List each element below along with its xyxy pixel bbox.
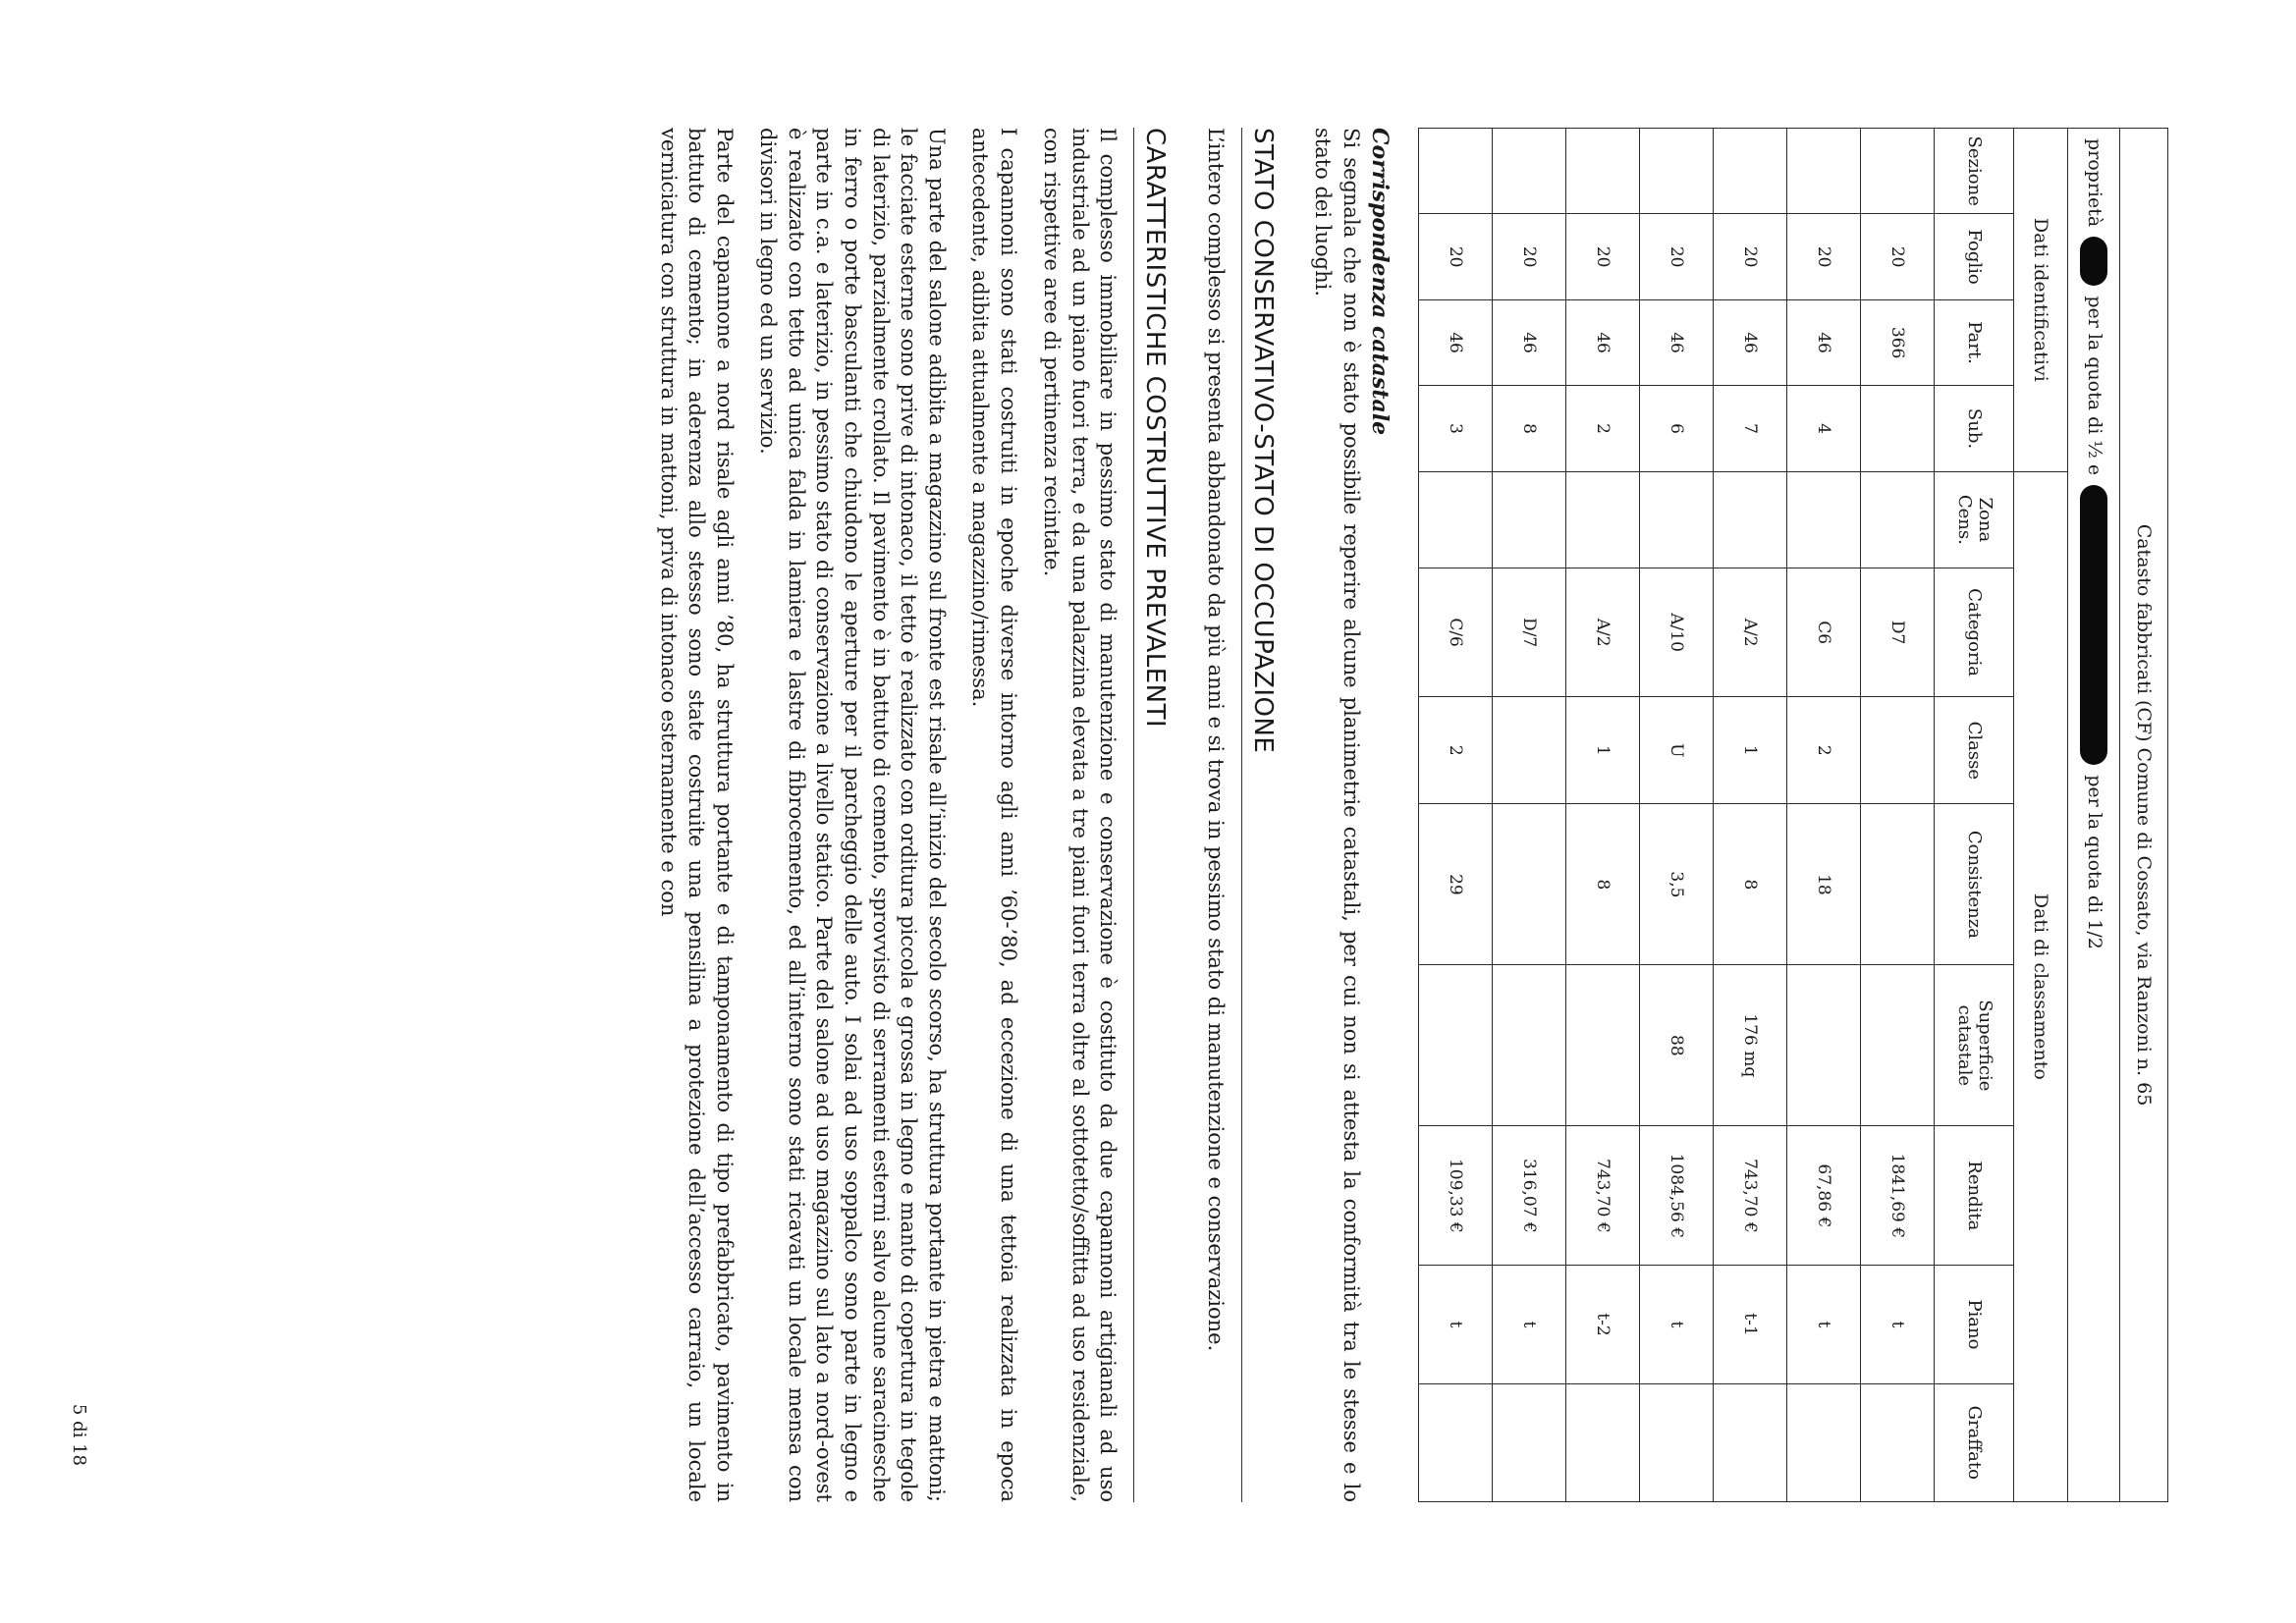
header-piano: Piano [1935, 1266, 2014, 1383]
cell-graffato [1861, 1383, 1935, 1501]
cell-sezione [1419, 129, 1493, 214]
cell-foglio: 20 [1714, 214, 1787, 299]
cell-classe [1861, 697, 1935, 804]
table-row [1566, 129, 1640, 1502]
header-graffato: Graffato [1935, 1383, 2014, 1501]
cell-rendita: 316,07 € [1493, 1126, 1566, 1266]
cell-foglio: 20 [1419, 214, 1493, 299]
ownership-mid: per la quota di ½ e [2084, 296, 2105, 476]
cell-rendita: 1084,56 € [1640, 1126, 1714, 1266]
group-classamento: Dati di classamento [2014, 471, 2068, 1501]
cell-categoria: A/2 [1566, 568, 1640, 697]
cell-foglio: 20 [1861, 214, 1935, 299]
cell-categoria: C/6 [1419, 568, 1493, 697]
caratteristiche-paragraph-3: Una parte del salone adibita a magazzino sul fronte est risale all’inizio del secolo scorso, ha struttura portante in pietra e mattoni; le facciate esterne sono prive di intonaco, il tetto è realizzato con orditura piccola e grossa in legno e manto di copertura in tegole di laterizio, parzialmente crollato. Il pavimento è in battuto di cemento, sprovvisto di serramenti esterni salvo alcune saracinesche in ferro o porte basculanti che chiudono le aperture per il parcheggio delle auto. I solai ad uso soppalco sono parte in legno e parte in c.a. e laterizio, in pessimo stato di conservazione a livello statico. Parte del salone ad uso magazzino sul lato a nord-ovest è realizzato con tetto ad unica falda in lamiera e lastre di fibrocemento, ed all’interno sono stati ricavati un locale mensa con divisori in legno ed un servizio. [756, 128, 949, 1502]
cell-consistenza: 8 [1714, 804, 1787, 965]
cell-zona [1640, 471, 1714, 568]
cell-sub: 6 [1640, 386, 1714, 471]
cell-consistenza: 3,5 [1640, 804, 1714, 965]
cell-categoria: A/10 [1640, 568, 1714, 697]
cadastre-table [1418, 128, 2168, 1502]
cell-zona [1566, 471, 1640, 568]
cell-superficie: 88 [1640, 965, 1714, 1126]
cell-consistenza [1493, 804, 1566, 965]
cell-piano: t-2 [1566, 1266, 1640, 1383]
table-title: Catasto fabbricati (CF) Comune di Cossato, via Ranzoni n. 65 [2120, 129, 2168, 1502]
header-consistenza: Consistenza [1935, 804, 2014, 965]
cell-superficie [1566, 965, 1640, 1126]
table-row [1714, 129, 1787, 1502]
cell-superficie [1861, 965, 1935, 1126]
cell-categoria: D7 [1861, 568, 1935, 697]
cell-superficie [1787, 965, 1861, 1126]
cell-part: 46 [1787, 299, 1861, 385]
cell-part: 46 [1419, 299, 1493, 385]
caratteristiche-paragraph-4: Parte del capannone a nord risale agli anni ’80, ha struttura portante e di tamponamento di tipo prefabbricato, pavimento in battuto di cemento; in aderenza allo stesso sono state costruite una pensilina a protezione dell’accesso carraio, un locale verniciatura con struttura in mattoni, priva di intonaco esternamente e con [656, 128, 737, 1502]
redacted-owner-1 [2080, 237, 2107, 286]
cell-zona [1493, 471, 1566, 568]
cell-classe: 1 [1566, 697, 1640, 804]
header-categoria: Categoria [1935, 568, 2014, 697]
table-row [1493, 129, 1566, 1502]
table-row [1640, 129, 1714, 1502]
page-number: 5 di 18 [69, 1403, 89, 1466]
ownership-prefix: proprietà [2084, 138, 2105, 228]
header-foglio: Foglio [1935, 214, 2014, 299]
cell-categoria: D/7 [1493, 568, 1566, 697]
cell-consistenza [1861, 804, 1935, 965]
header-zona: Zona Cens. [1935, 471, 2014, 568]
cell-zona [1714, 471, 1787, 568]
cell-sezione [1566, 129, 1640, 214]
redacted-owner-2 [2080, 485, 2107, 765]
cell-sezione [1861, 129, 1935, 214]
cell-superficie [1419, 965, 1493, 1126]
cell-piano: t-1 [1714, 1266, 1787, 1383]
cell-zona [1787, 471, 1861, 568]
cell-sezione [1640, 129, 1714, 214]
cell-sub: 3 [1419, 386, 1493, 471]
cell-consistenza: 8 [1566, 804, 1640, 965]
cell-part: 46 [1640, 299, 1714, 385]
cell-classe: U [1640, 697, 1714, 804]
cell-piano: t [1640, 1266, 1714, 1383]
caratteristiche-paragraph-1: Il complesso immobiliare in pessimo stato di manutenzione e conservazione è costituto da due capannoni artigianali ad uso industriale ad un piano fuori terra, e da una palazzina elevata a tre piani fuori terra oltre al sottotetto/soffitta ad uso residenziale, con rispettive aree di pertinenza recintate. [1040, 128, 1121, 1502]
cell-categoria: C6 [1787, 568, 1861, 697]
cell-zona [1861, 471, 1935, 568]
cell-zona [1419, 471, 1493, 568]
cell-consistenza: 29 [1419, 804, 1493, 965]
cell-rendita: 743,70 € [1714, 1126, 1787, 1266]
cell-sub [1861, 386, 1935, 471]
cell-rendita: 743,70 € [1566, 1126, 1640, 1266]
cell-categoria: A/2 [1714, 568, 1787, 697]
cell-sub: 8 [1493, 386, 1566, 471]
ownership-suffix: per la quota di 1/2 [2084, 775, 2105, 949]
corrispondenza-text: Si segnala che non è stato possibile reperire alcune planimetrie catastali, per cui non si attesta la conformità tra le stesse e lo stato dei luoghi. [1311, 128, 1363, 1502]
cell-consistenza: 18 [1787, 804, 1861, 965]
cell-sub: 7 [1714, 386, 1787, 471]
cell-part: 366 [1861, 299, 1935, 385]
group-identificativi: Dati identificativi [2014, 129, 2068, 472]
cell-graffato [1640, 1383, 1714, 1501]
cell-part: 46 [1493, 299, 1566, 385]
ownership-row [2068, 129, 2120, 1502]
header-part: Part. [1935, 299, 2014, 385]
cell-sub: 4 [1787, 386, 1861, 471]
cell-classe [1493, 697, 1566, 804]
cell-superficie [1493, 965, 1566, 1126]
header-sezione: Sezione [1935, 129, 2014, 214]
header-rendita: Rendita [1935, 1126, 2014, 1266]
cell-classe: 2 [1419, 697, 1493, 804]
header-sub: Sub. [1935, 386, 2014, 471]
header-superficie: Superficie catastale [1935, 965, 2014, 1126]
cell-superficie: 176 mq [1714, 965, 1787, 1126]
caratteristiche-heading: CARATTERISTICHE COSTRUTTIVE PREVALENTI [1133, 128, 1170, 1502]
cell-graffato [1714, 1383, 1787, 1501]
cell-foglio: 20 [1493, 214, 1566, 299]
cell-foglio: 20 [1640, 214, 1714, 299]
cell-classe: 1 [1714, 697, 1787, 804]
cell-rendita: 1841,69 € [1861, 1126, 1935, 1266]
cell-rendita: 109,33 € [1419, 1126, 1493, 1266]
cell-sezione [1493, 129, 1566, 214]
cell-graffato [1419, 1383, 1493, 1501]
cell-graffato [1493, 1383, 1566, 1501]
cell-rendita: 67,86 € [1787, 1126, 1861, 1266]
cell-part: 46 [1714, 299, 1787, 385]
corrispondenza-heading: Corrispondenza catastale [1367, 128, 1393, 436]
cell-piano: t [1493, 1266, 1566, 1383]
cell-piano: t [1419, 1266, 1493, 1383]
cell-classe: 2 [1787, 697, 1861, 804]
stato-text: L’intero complesso si presenta abbandonato da più anni e si trova in pessimo stato di manutenzione e conservazione. [1203, 128, 1228, 1352]
cell-sezione [1714, 129, 1787, 214]
cell-graffato [1787, 1383, 1861, 1501]
header-classe: Classe [1935, 697, 2014, 804]
cell-graffato [1566, 1383, 1640, 1501]
table-row [1787, 129, 1861, 1502]
cell-piano: t [1787, 1266, 1861, 1383]
cell-sub: 2 [1566, 386, 1640, 471]
cell-part: 46 [1566, 299, 1640, 385]
stato-heading: STATO CONSERVATIVO-STATO DI OCCUPAZIONE [1241, 128, 1278, 1502]
page-content [638, 128, 2168, 1502]
cell-foglio: 20 [1787, 214, 1861, 299]
cell-foglio: 20 [1566, 214, 1640, 299]
caratteristiche-paragraph-2: I capannoni sono stati costruiti in epoche diverse intorno agli anni ’60-’80, ad eccezione di una tettoia realizzata in epoca antecedente, adibita attualmente a magazzino/rimessa. [968, 128, 1020, 1502]
table-row [1419, 129, 1493, 1502]
cell-sezione [1787, 129, 1861, 214]
cell-piano: t [1861, 1266, 1935, 1383]
table-row [1861, 129, 1935, 1502]
